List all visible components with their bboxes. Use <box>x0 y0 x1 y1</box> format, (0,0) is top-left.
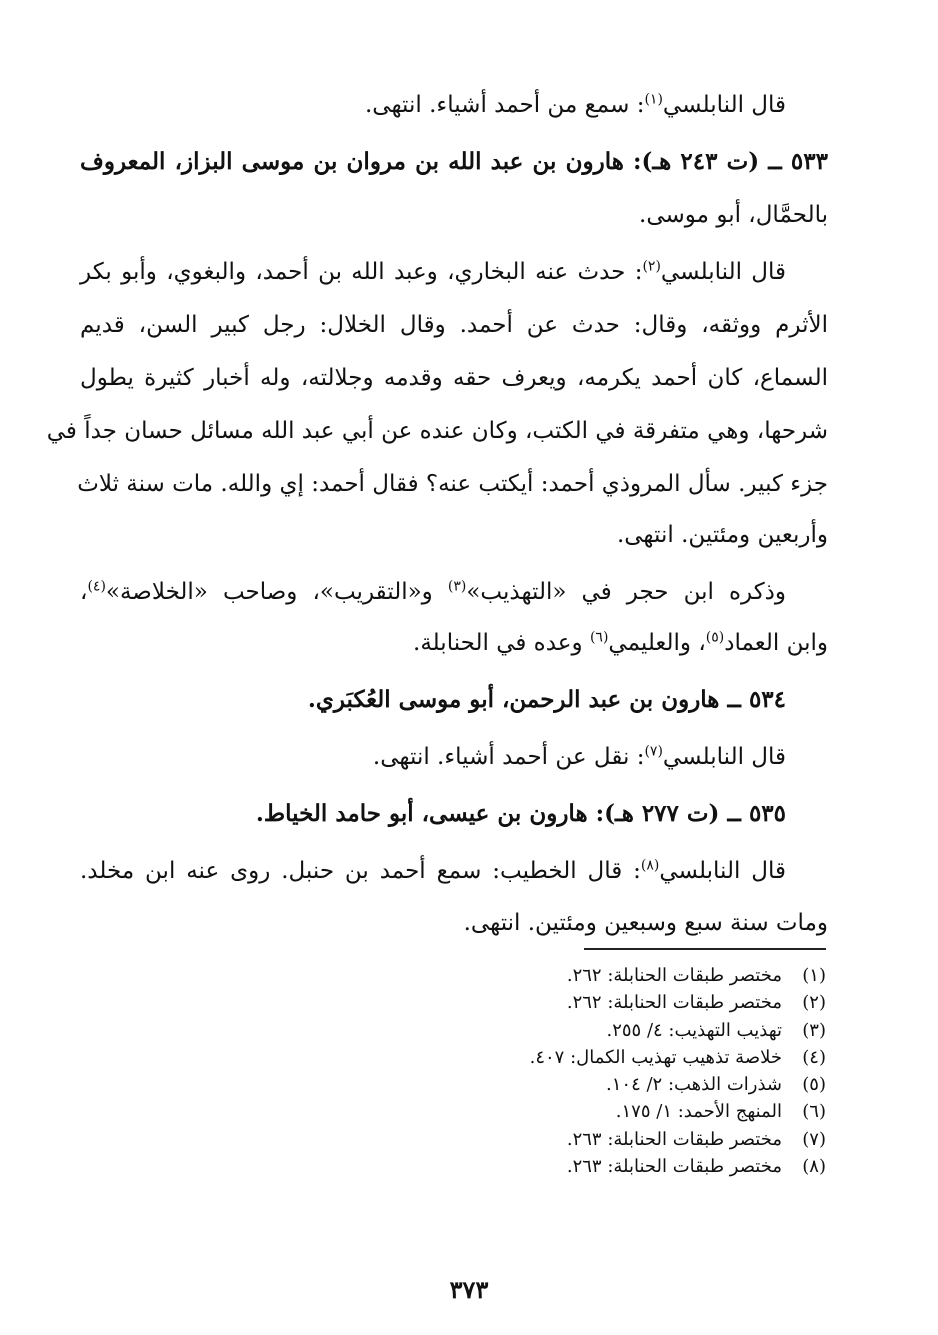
text-line: قال النابلسي$^{(١)}$: سمع من أحمد أشياء. انتهى. <box>364 91 786 118</box>
text-line: شرحها، وهي متفرقة في الكتب، وكان عنده عن أبي عبد الله مسائل حسان جداً في <box>46 418 828 444</box>
footnote-marker: (٥) <box>705 629 725 646</box>
footnote-1 <box>530 966 826 985</box>
footnote-8 <box>530 1157 826 1176</box>
footnote-text: مختصر طبقات الحنابلة: ٢٦٣. <box>566 1156 782 1178</box>
text-line: وأربعين ومئتين. انتهى. <box>616 522 828 548</box>
footnote-number: (١) <box>802 965 826 986</box>
footnote-number: (٥) <box>802 1074 826 1096</box>
footnote-number: (٣) <box>802 1019 826 1041</box>
footnote-text: تهذيب التهذيب: ٤/ ٢٥٥. <box>606 1019 782 1041</box>
text-line: وذكره ابن حجر في «التهذيب»$^{(٣)}$ و«التقريب»، وصاحب «الخلاصة»$^{(٤)}$، <box>80 578 786 605</box>
footnote-marker: (٨) <box>640 857 660 874</box>
footnote-text: مختصر طبقات الحنابلة: ٢٦٢. <box>566 965 782 986</box>
text-line: قال النابلسي$^{(٢)}$: حدث عنه البخاري، وعبد الله بن أحمد، والبغوي، وأبو بكر <box>80 258 786 285</box>
entry-heading-535: ٥٣٥ ــ (ت ٢٧٧ هـ): هارون بن عيسى، أبو حامد الخياط. <box>255 800 786 827</box>
footnote-marker: (٦) <box>589 629 609 646</box>
footnote-6 <box>530 1102 826 1121</box>
footnote-text: خلاصة تذهيب تهذيب الكمال: ٤٠٧. <box>529 1046 782 1068</box>
text-line: قال النابلسي$^{(٧)}$: نقل عن أحمد أشياء. انتهى. <box>372 743 786 770</box>
footnote-marker: (٣) <box>447 578 467 595</box>
text-line: وابن العماد$^{(٥)}$، والعليمي$^{(٦)}$ وعده في الحنابلة. <box>413 629 828 656</box>
footnote-marker: (٤) <box>87 578 106 595</box>
footnote-number: (٢) <box>802 992 826 1014</box>
text-line: بالحمَّال، أبو موسى. <box>639 202 828 228</box>
footnote-marker: (٧) <box>644 743 663 760</box>
text-line: ومات سنة سبع وسبعين ومئتين. انتهى. <box>463 910 828 936</box>
footnote-3 <box>530 1021 826 1040</box>
text-line: السماع، كان أحمد يكرمه، ويعرف حقه وقدمه وجلالته، وله أخبار كثيرة يطول <box>80 365 828 391</box>
footnote-divider <box>584 948 826 950</box>
page-number: ٣٧٣ <box>449 1275 489 1304</box>
footnote-marker: (٢) <box>642 258 661 275</box>
footnote-text: المنهج الأحمد: ١/ ١٧٥. <box>615 1101 782 1123</box>
footnote-5 <box>530 1075 826 1094</box>
footnote-marker: (١) <box>644 91 663 108</box>
footnote-number: (٤) <box>802 1046 826 1068</box>
footnote-2 <box>530 993 826 1012</box>
footnote-text: شذرات الذهب: ٢/ ١٠٤. <box>606 1074 782 1096</box>
text-line: قال النابلسي$^{(٨)}$: قال الخطيب: سمع أحمد بن حنبل. روى عنه ابن مخلد. <box>80 857 786 884</box>
footnote-number: (٧) <box>802 1128 826 1150</box>
footnote-4 <box>530 1048 826 1067</box>
entry-heading-534: ٥٣٤ ــ هارون بن عبد الرحمن، أبو موسى العُكبَري. <box>307 686 786 713</box>
footnote-text: مختصر طبقات الحنابلة: ٢٦٣. <box>566 1128 782 1150</box>
footnote-7 <box>530 1130 826 1149</box>
footnote-number: (٨) <box>802 1156 826 1178</box>
text-line: الأثرم ووثقه، وقال: حدث عن أحمد. وقال الخلال: رجل كبير السن، قديم <box>80 312 828 338</box>
footnote-text: مختصر طبقات الحنابلة: ٢٦٢. <box>566 992 782 1014</box>
footnotes <box>530 966 826 1184</box>
text-line: جزء كبير. سأل المروذي أحمد: أيكتب عنه؟ فقال أحمد: إي والله. مات سنة ثلاث <box>77 471 828 497</box>
entry-heading-533: ٥٣٣ ــ (ت ٢٤٣ هـ): هارون بن عبد الله بن مروان بن موسى البزاز، المعروف <box>80 148 828 175</box>
footnote-number: (٦) <box>802 1101 826 1123</box>
